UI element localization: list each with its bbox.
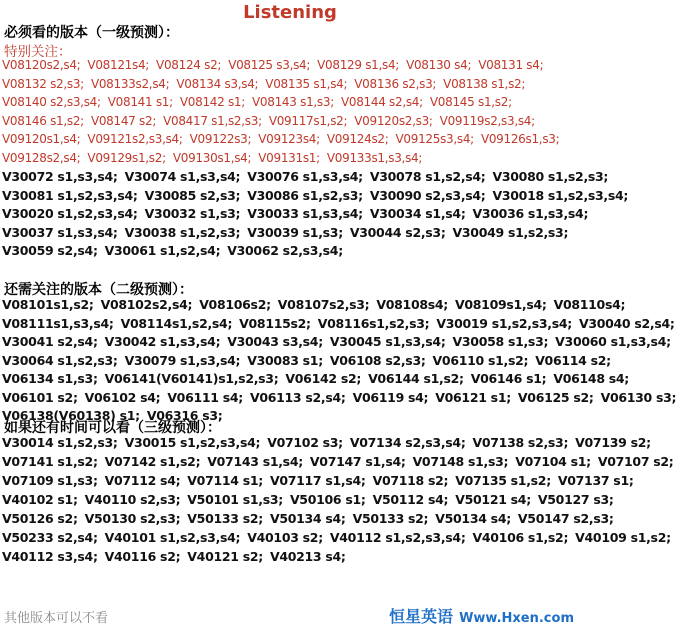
version-item: V08102s2,s4; <box>100 297 193 312</box>
version-row <box>2 371 630 386</box>
version-item: V06108 s2,s3; <box>329 352 426 368</box>
version-item: V09117s1,s2; <box>268 113 348 128</box>
version-item: V07117 s1,s4; <box>269 473 366 488</box>
version-item: V08142 s1; <box>179 95 246 109</box>
version-item: V06130 s3; <box>600 389 677 405</box>
version-item: V07142 s1,s2; <box>104 454 201 469</box>
version-row <box>2 151 578 165</box>
brand-url: Www.Hxen.com <box>459 611 574 626</box>
version-item: V08110s4; <box>553 297 626 312</box>
version-row <box>2 492 614 507</box>
version-row <box>2 389 677 405</box>
version-item: V50133 s2; <box>352 511 429 526</box>
version-item: V09130s1,s4; <box>172 150 252 165</box>
version-item: V08109s1,s4; <box>455 297 547 312</box>
version-item: V06102 s4; <box>84 389 161 405</box>
version-item: V08138 s1,s2; <box>443 76 526 91</box>
version-item: V08108s4; <box>376 297 448 312</box>
version-item: V30034 s1,s4; <box>369 206 466 221</box>
version-item: V30019 s1,s2,s3,s4; <box>436 315 572 331</box>
version-item: V06316 s3; <box>146 408 223 423</box>
version-row <box>2 511 614 526</box>
version-item: V30014 s1,s2,s3; <box>2 435 118 450</box>
version-row <box>2 77 578 91</box>
version-item: V50126 s2; <box>2 511 78 526</box>
version-item: V50134 s4; <box>269 511 346 526</box>
version-item: V30080 s1,s2,s3; <box>492 169 609 184</box>
version-row <box>2 435 651 450</box>
version-item: V30036 s1,s3,s4; <box>472 206 589 221</box>
version-item: V06113 s2,s4; <box>249 389 346 405</box>
version-item: V08132 s2,s3; <box>2 76 84 91</box>
version-item: V08143 s1,s3; <box>252 95 334 109</box>
version-item: V30064 s1,s2,s3; <box>2 352 118 368</box>
version-item: V30085 s2,s3; <box>144 187 241 203</box>
version-item: V09126s1,s3; <box>480 132 560 146</box>
version-item: V30032 s1,s3; <box>144 206 241 221</box>
version-row <box>2 225 578 240</box>
version-row <box>2 334 671 349</box>
version-item: V30078 s1,s2,s4; <box>369 169 486 184</box>
version-item: V06125 s2; <box>517 389 594 405</box>
version-item: V30081 s1,s2,s3,s4; <box>2 187 138 203</box>
version-item: V07147 s1,s4; <box>309 454 406 469</box>
version-item: V09120s1,s4; <box>2 132 81 146</box>
version-item: V09131s1; <box>258 150 320 165</box>
version-row <box>2 169 609 184</box>
version-item: V30040 s2,s4; <box>578 315 675 331</box>
version-item: V08116s1,s2,s3; <box>317 315 430 331</box>
version-item: V07134 s2,s3,s4; <box>349 435 466 450</box>
version-item: V30060 s1,s3,s4; <box>555 334 671 349</box>
version-item: V08144 s2,s4; <box>340 95 423 109</box>
version-item: V06101 s2; <box>2 389 78 405</box>
version-item: V50112 s4; <box>372 492 449 507</box>
version-item: V08131 s4; <box>478 58 544 72</box>
version-row <box>2 243 578 258</box>
version-item: V30045 s1,s3,s4; <box>329 334 446 349</box>
version-item: V40101 s1,s2,s3,s4; <box>104 530 241 545</box>
version-item: V06111 s4; <box>167 389 243 405</box>
version-item: V50147 s2,s3; <box>517 511 614 526</box>
version-item: V06121 s1; <box>435 389 511 405</box>
version-item: V30044 s2,s3; <box>349 224 446 240</box>
version-item: V07112 s4; <box>104 473 181 488</box>
version-item: V07139 s2; <box>575 435 651 450</box>
version-item: V06142 s2; <box>285 371 362 386</box>
version-item: V08136 s2,s3; <box>354 76 437 91</box>
version-item: V06114 s2; <box>535 352 611 368</box>
version-item: V50130 s2,s3; <box>84 511 181 526</box>
special-heading: 特别关注： <box>4 44 72 60</box>
version-item: V06148 s4; <box>553 371 630 386</box>
version-item: V08133s2,s4; <box>90 76 170 91</box>
version-item: V07148 s1,s3; <box>412 454 509 469</box>
version-item: V40102 s1; <box>2 492 78 507</box>
version-item: V30038 s1,s2,s3; <box>124 224 241 240</box>
version-item: V08134 s3,s4; <box>176 76 259 91</box>
version-item: V08417 s1,s2,s3; <box>163 113 262 128</box>
version-row <box>2 95 578 109</box>
version-item: V07114 s1; <box>187 473 263 488</box>
version-item: V09122s3; <box>189 132 252 146</box>
version-item: V08140 s2,s3,s4; <box>2 95 101 109</box>
version-row <box>2 132 578 146</box>
version-row <box>2 206 589 221</box>
version-item: V08106s2; <box>199 297 271 312</box>
version-item: V30061 s1,s2,s4; <box>104 243 221 258</box>
brand-name: 恒星英语 <box>389 607 454 626</box>
version-item: V07118 s2; <box>372 473 449 488</box>
version-item: V30015 s1,s2,s3,s4; <box>124 435 261 450</box>
version-item: V09119s2,s3,s4; <box>439 113 535 128</box>
page-title: Listening <box>243 2 337 23</box>
version-item: V08120s2,s4; <box>2 58 81 72</box>
version-item: V30049 s1,s2,s3; <box>452 224 569 240</box>
version-item: V06110 s1,s2; <box>432 352 529 368</box>
version-item: V07102 s3; <box>267 435 343 450</box>
version-item: V08135 s1,s4; <box>265 76 348 91</box>
version-item: V09124s2; <box>326 132 389 146</box>
version-item: V09128s2,s4; <box>2 150 81 165</box>
version-item: V30037 s1,s3,s4; <box>2 224 118 240</box>
version-item: V08147 s2; <box>90 113 157 128</box>
version-item: V50106 s1; <box>289 492 366 507</box>
version-item: V08125 s3,s4; <box>228 58 311 72</box>
version-item: V40103 s2; <box>247 530 323 545</box>
level3-heading: 如果还有时间可以看（三级预测）： <box>4 420 221 436</box>
version-item: V07143 s1,s4; <box>207 454 303 469</box>
version-item: V07141 s1,s2; <box>2 454 98 469</box>
version-item: V30076 s1,s3,s4; <box>247 169 363 184</box>
version-item: V08107s2,s3; <box>277 297 370 312</box>
version-row <box>2 58 578 72</box>
version-item: V07138 s2,s3; <box>472 435 569 450</box>
brand-logo <box>389 604 574 627</box>
version-item: V40213 s4; <box>269 549 346 564</box>
version-item: V50133 s2; <box>187 511 263 526</box>
version-item: V06141(V60141)s1,s2,s3; <box>104 371 279 386</box>
version-item: V07107 s2; <box>597 454 674 469</box>
version-item: V30059 s2,s4; <box>2 243 98 258</box>
version-item: V07104 s1; <box>515 454 591 469</box>
version-row <box>2 473 634 488</box>
version-item: V06134 s1,s3; <box>2 371 98 386</box>
version-row <box>2 530 671 545</box>
version-row <box>2 549 578 564</box>
version-item: V30042 s1,s3,s4; <box>104 334 221 349</box>
version-item: V09129s1,s2; <box>87 150 166 165</box>
version-item: V30083 s1; <box>247 352 323 368</box>
level1-heading: 必须看的版本（一级预测）： <box>4 25 179 41</box>
version-item: V06144 s1,s2; <box>368 371 464 386</box>
version-item: V09123s4; <box>258 132 320 146</box>
version-row <box>2 114 578 128</box>
version-item: V09121s2,s3,s4; <box>87 132 183 146</box>
version-item: V08145 s1,s2; <box>429 95 512 109</box>
version-item: V09133s1,s3,s4; <box>326 150 423 165</box>
version-item: V30058 s1,s3; <box>452 334 549 349</box>
footer-note: 其他版本可以不看 <box>4 611 109 626</box>
version-item: V06138(V60138) s1; <box>2 408 140 423</box>
version-item: V08121s4; <box>87 58 150 72</box>
version-item: V30020 s1,s2,s3,s4; <box>2 206 138 221</box>
version-item: V40116 s2; <box>104 549 181 564</box>
version-item: V30041 s2,s4; <box>2 334 98 349</box>
version-item: V08146 s1,s2; <box>2 113 84 128</box>
version-item: V40112 s1,s2,s3,s4; <box>329 530 466 545</box>
version-item: V08114s1,s2,s4; <box>120 315 233 331</box>
version-item: V50101 s1,s3; <box>187 492 283 507</box>
version-item: V08130 s4; <box>406 58 472 72</box>
version-item: V30090 s2,s3,s4; <box>369 187 486 203</box>
version-item: V30062 s2,s3,s4; <box>227 243 343 258</box>
version-row <box>2 454 674 469</box>
version-row <box>2 187 629 203</box>
version-item: V09120s2,s3; <box>354 113 433 128</box>
version-item: V08141 s1; <box>107 95 173 109</box>
version-item: V08111s1,s3,s4; <box>2 315 114 331</box>
version-item: V40109 s1,s2; <box>575 530 671 545</box>
version-item: V30018 s1,s2,s3,s4; <box>492 187 629 203</box>
version-item: V07137 s1; <box>557 473 634 488</box>
version-item: V40121 s2; <box>187 549 263 564</box>
version-item: V40112 s3,s4; <box>2 549 98 564</box>
version-item: V08129 s1,s4; <box>317 58 400 72</box>
version-item: V06146 s1; <box>470 371 547 386</box>
version-item: V07109 s1,s3; <box>2 473 98 488</box>
version-item: V40110 s2,s3; <box>84 492 181 507</box>
version-item: V08124 s2; <box>156 58 222 72</box>
version-item: V30039 s1,s3; <box>247 224 343 240</box>
version-item: V30074 s1,s3,s4; <box>124 169 241 184</box>
level2-heading: 还需关注的版本（二级预测）： <box>4 282 193 298</box>
version-row <box>2 315 675 331</box>
version-item: V40106 s1,s2; <box>472 530 569 545</box>
version-item: V06119 s4; <box>352 389 429 405</box>
version-item: V07135 s1,s2; <box>455 473 551 488</box>
version-item: V08115s2; <box>239 315 311 331</box>
version-item: V50233 s2,s4; <box>2 530 98 545</box>
version-item: V08101s1,s2; <box>2 297 94 312</box>
version-item: V30033 s1,s3,s4; <box>247 206 363 221</box>
version-item: V50127 s3; <box>537 492 614 507</box>
version-row <box>2 297 626 312</box>
version-item: V50121 s4; <box>455 492 531 507</box>
version-item: V09125s3,s4; <box>395 132 474 146</box>
version-item: V30043 s3,s4; <box>227 334 323 349</box>
version-item: V30072 s1,s3,s4; <box>2 169 118 184</box>
version-item: V30086 s1,s2,s3; <box>247 187 363 203</box>
version-item: V30079 s1,s3,s4; <box>124 352 241 368</box>
version-row <box>2 352 611 368</box>
version-item: V50134 s4; <box>435 511 511 526</box>
